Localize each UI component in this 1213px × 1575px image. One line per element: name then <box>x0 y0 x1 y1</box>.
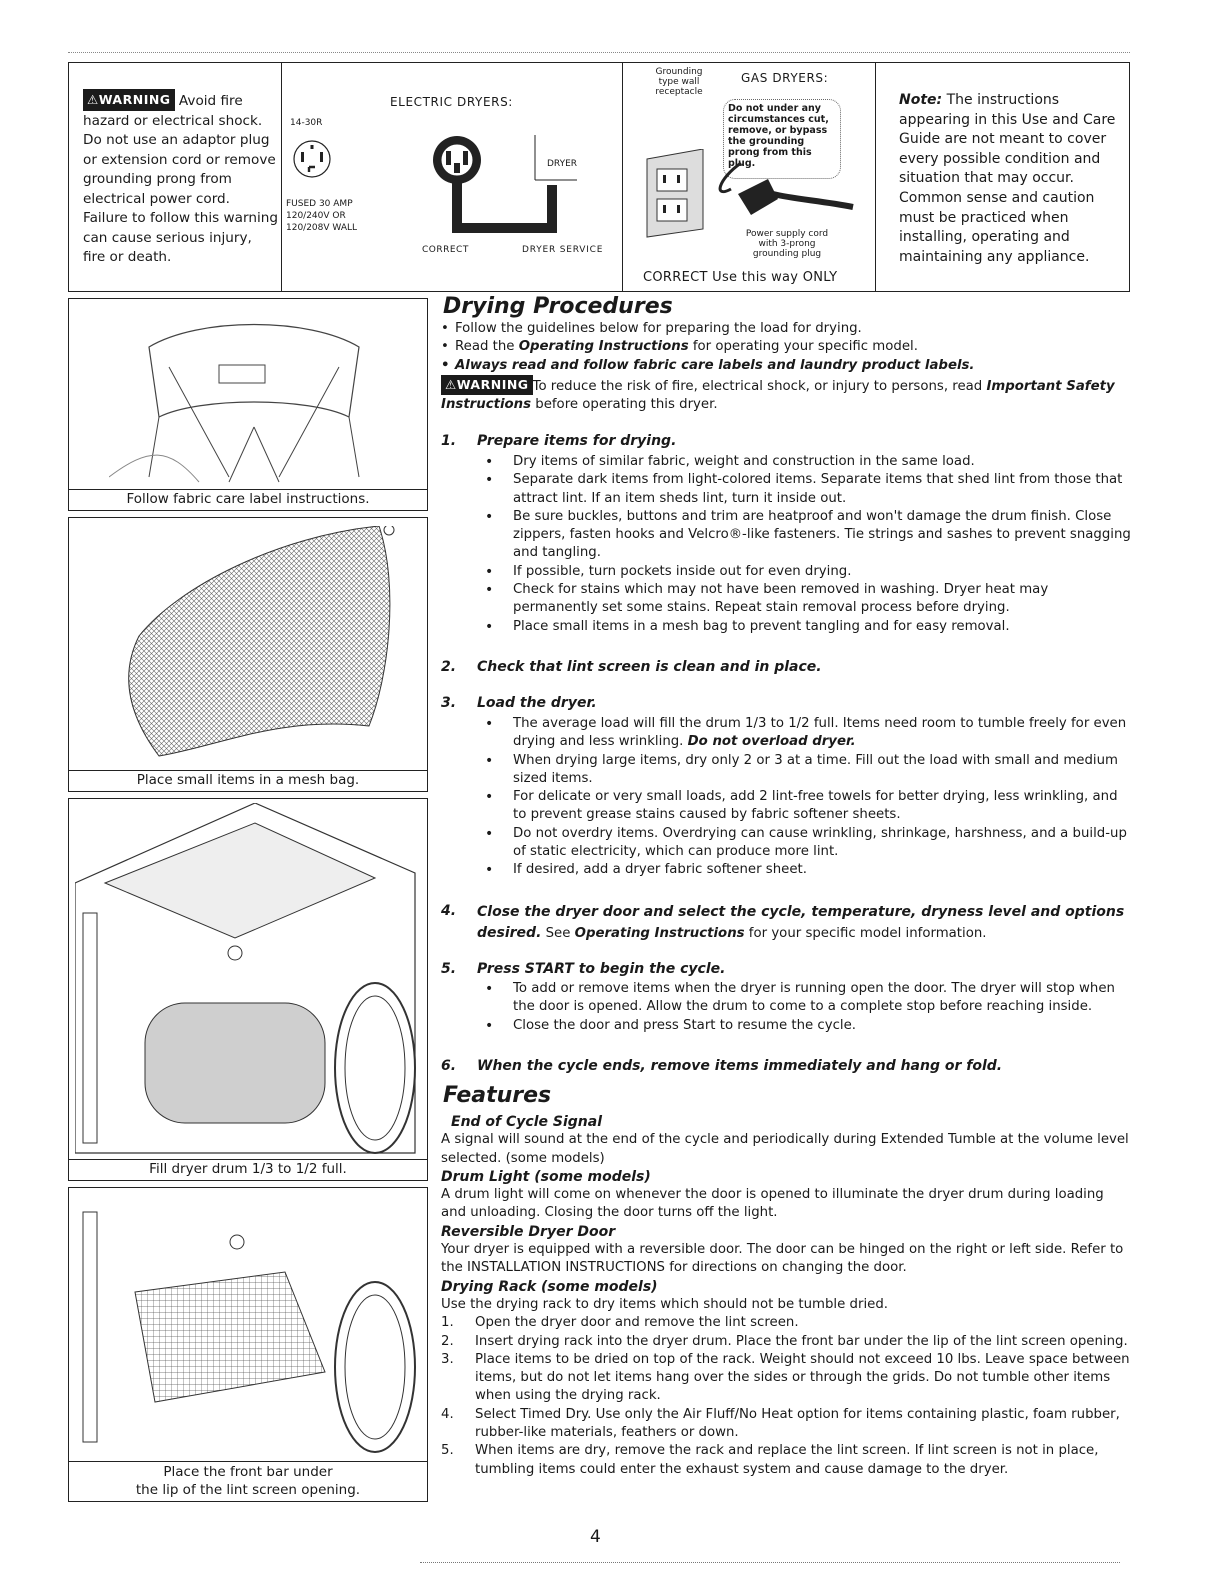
rack-step-3-text: Place items to be dried on top of the rack. Weight should not exceed 10 lbs. Leave space between items, but do not let items hang over the sides or through the grids. Do not tumble other items when using the drying rack. <box>475 1351 1130 1404</box>
step-1-bullet-1: • Dry items of similar fabric, weight and construction in the same load. <box>441 453 1131 471</box>
warning-band <box>68 62 1130 292</box>
gas-title: GAS DRYERS: <box>741 71 829 85</box>
features-body <box>441 1113 1131 1479</box>
rack-step-1-num: 1. <box>441 1315 454 1331</box>
step-3-bullet-1 <box>441 715 1131 752</box>
rack-step-2-text: Insert drying rack into the dryer drum. Place the front bar under the lip of the lint screen opening. <box>475 1333 1128 1349</box>
step-4-see-a: See <box>541 926 575 941</box>
rack-step-1-text: Open the dryer door and remove the lint screen. <box>475 1315 799 1331</box>
step-1-bullet-6: • Place small items in a mesh bag to prevent tangling and for easy removal. <box>441 618 1131 636</box>
page-number: 4 <box>590 1527 601 1547</box>
step-2-title: Check that lint screen is clean and in place. <box>477 659 822 675</box>
voltage-label-2: 120/208V WALL <box>286 223 357 233</box>
step-3-bullet-1b: Do not overload dryer. <box>687 734 856 750</box>
drying-rack-illustration <box>75 1192 425 1454</box>
step-1-bullet-4: • If possible, turn pockets inside out for even drying. <box>441 563 1131 581</box>
warning-text: Avoid fire hazard or electrical shock. Do not use an adaptor plug or extension cord or remove grounding prong from electrical power cord. Failure to follow this warning can cause serious injury, fire or death. <box>83 93 278 265</box>
gas-callout-text: Do not under any circumstances cut, remove, or bypass the grounding prong from this plug. <box>728 103 829 169</box>
drying-intro: • Follow the guidelines below for preparing the load for drying. • Read the Operating Instructions for operating your specific model. • Always read and follow fabric care labels and laundry product labels. ⚠WARNING To reduce the risk of fire, electrical shock, or injury to persons, read Important Safety Instructions before operating this dryer. <box>441 321 1115 413</box>
intro-line-3: Always read and follow fabric care labels and laundry product labels. <box>455 357 975 373</box>
drying-warning-c: before operating this dryer. <box>531 397 718 413</box>
step-4-text <box>477 902 1127 944</box>
fuse-label: FUSED 30 AMP <box>286 199 353 209</box>
drying-rack-text: Use the drying rack to dry items which should not be tumble dried. <box>441 1296 888 1312</box>
eoc-title: End of Cycle Signal <box>451 1114 602 1130</box>
panel-care-label <box>68 298 428 511</box>
step-6-title: When the cycle ends, remove items immediately and hang or fold. <box>477 1058 1003 1074</box>
dryer-open-illustration <box>75 803 425 1158</box>
bottom-rule <box>420 1562 1120 1563</box>
step-3-bullets <box>441 715 1131 880</box>
step-3-bullet-1a: The average load will fill the drum 1/3 to 1/2 full. Items need room to tumble freely for even drying and less wrinkling. <box>513 716 1127 750</box>
intro-line-2b: Operating Instructions <box>518 339 689 355</box>
mesh-bag-illustration <box>99 526 409 766</box>
rack-step-2-num: 2. <box>441 1333 454 1349</box>
dryer-label: DRYER <box>547 159 578 169</box>
rack-step-1 <box>441 1314 1131 1332</box>
step-1-number: 1. <box>441 433 457 449</box>
gas-dryers-cell <box>623 63 875 291</box>
rack-step-5 <box>441 1442 1131 1479</box>
intro-line-2a: Read the <box>455 339 519 355</box>
step-3-title: Load the dryer. <box>477 695 597 711</box>
drying-warning-badge: ⚠WARNING <box>441 375 533 395</box>
gas-correct-label: CORRECT Use this way ONLY <box>643 270 838 285</box>
step-1-bullet-3: • Be sure buckles, buttons and trim are heatproof and won't damage the drum finish. Close zippers, fasten hooks and Velcro®-like fasteners. Tie strings and sashes to prevent snagging and tangling. <box>441 508 1131 563</box>
top-rule <box>68 52 1130 53</box>
power-supply-label: Power supply cord with 3-prong grounding plug <box>745 229 829 259</box>
step-1-bullet-5: • Check for stains which may not have been removed in washing. Dryer heat may permanently set some stains. Repeat stain removal process before drying. <box>441 581 1131 618</box>
step-4-see-b: Operating Instructions <box>574 926 745 941</box>
step-1-bullet-2: • Separate dark items from light-colored items. Separate items that shed lint from those that attract lint. If an item sheds lint, turn it inside out. <box>441 471 1131 508</box>
shirt-collar-illustration <box>109 307 399 487</box>
panel-mesh-caption: Place small items in a mesh bag. <box>69 770 427 791</box>
grounding-label: Grounding type wall receptacle <box>655 67 703 97</box>
gas-plug-icon <box>643 149 863 239</box>
panel-rack-caption-line2: the lip of the lint screen opening. <box>135 1482 361 1498</box>
panel-rack-caption-line1: Place the front bar under <box>163 1464 333 1480</box>
features-title: Features <box>443 1083 552 1108</box>
step-4-see-c: for your specific model information. <box>744 926 987 941</box>
outlet-label: 14-30R <box>290 118 323 128</box>
rack-step-4-text: Select Timed Dry. Use only the Air Fluff/No Heat option for items containing plastic, foam rubber, rubber-like materials, feathers or down. <box>475 1406 1120 1441</box>
electric-dryers-cell <box>282 63 622 291</box>
rack-step-2 <box>441 1333 1131 1351</box>
outlet-icon <box>292 139 332 189</box>
drum-light-title: Drum Light (some models) <box>441 1168 651 1185</box>
step-5-bullet-1: • To add or remove items when the dryer is running open the door. The dryer will stop when the door is opened. Allow the drum to come to a complete stop before reaching inside. <box>441 980 1131 1017</box>
panel-rack-caption <box>69 1461 427 1501</box>
step-5-bullets <box>441 980 1131 1035</box>
panel-rack <box>68 1187 428 1502</box>
step-3-number: 3. <box>441 695 457 711</box>
voltage-label-1: 120/240V OR <box>286 211 346 221</box>
panel-fill-caption: Fill dryer drum 1/3 to 1/2 full. <box>69 1159 427 1180</box>
step-6-number: 6. <box>441 1058 457 1074</box>
drying-warning-a: To reduce the risk of fire, electrical shock, or injury to persons, read <box>532 378 987 394</box>
drying-rack-title: Drying Rack (some models) <box>441 1278 658 1295</box>
eoc-text: A signal will sound at the end of the cycle and periodically during Extended Tumble at the volume level selected. (some models) <box>441 1132 1129 1166</box>
electric-plug-icon <box>422 135 582 245</box>
note-cell <box>899 91 1125 267</box>
drying-procedures-title: Drying Procedures <box>443 294 673 319</box>
rack-step-4-num: 4. <box>441 1406 454 1422</box>
step-1-bullets <box>441 453 1131 636</box>
note-text: The instructions appearing in this Use and Care Guide are not meant to cover every possible condition and situation that may occur. Common sense and caution must be practiced when installing, operating and maintaining any appliance. <box>899 92 1116 265</box>
warning-cell <box>83 89 278 268</box>
step-3-bullet-5: • If desired, add a dryer fabric softener sheet. <box>441 861 1131 879</box>
rack-step-4 <box>441 1406 1131 1443</box>
step-5-title: Press START to begin the cycle. <box>477 961 726 977</box>
panel-care-caption: Follow fabric care label instructions. <box>69 489 427 510</box>
reversible-door-title: Reversible Dryer Door <box>441 1223 616 1240</box>
rack-step-3 <box>441 1351 1131 1406</box>
drum-light-text: A drum light will come on whenever the door is opened to illuminate the dryer drum during loading and unloading. Closing the door turns off the light. <box>441 1187 1104 1221</box>
rack-step-5-num: 5. <box>441 1443 454 1459</box>
reversible-door-text: Your dryer is equipped with a reversible door. The door can be hinged on the right or left side. Refer to the INSTALLATION INSTRUCTIONS for directions on changing the door. <box>441 1242 1124 1276</box>
step-5-bullet-2: • Close the door and press Start to resume the cycle. <box>441 1017 1131 1035</box>
dryer-service-label: DRYER SERVICE <box>522 245 604 255</box>
rack-step-3-num: 3. <box>441 1351 454 1367</box>
rack-step-5-text: When items are dry, remove the rack and replace the lint screen. If lint screen is not in place, tumbling items could enter the exhaust system and cause damage to the dryer. <box>475 1443 1099 1477</box>
intro-line-2c: for operating your specific model. <box>688 339 918 355</box>
step-5-number: 5. <box>441 961 457 977</box>
drying-warning-b: Important Safety Instructions <box>441 378 1115 413</box>
intro-line-1: Follow the guidelines below for preparing the load for drying. <box>455 321 862 336</box>
warning-badge: ⚠WARNING <box>83 89 175 111</box>
step-2-number: 2. <box>441 659 457 675</box>
electric-title: ELECTRIC DRYERS: <box>390 95 513 109</box>
step-3-bullet-2: • When drying large items, dry only 2 or 3 at a time. Fill out the load with small and medium sized items. <box>441 752 1131 789</box>
panel-mesh-bag <box>68 517 428 792</box>
step-3-bullet-4: • Do not overdry items. Overdrying can cause wrinkling, shrinkage, harshness, and a build-up of static electricity, which can produce more lint. <box>441 825 1131 862</box>
note-label: Note: <box>899 92 943 108</box>
step-1-title: Prepare items for drying. <box>477 433 677 449</box>
step-4-title: Close the dryer door and select the cycle, temperature, dryness level and options desired. <box>477 904 1125 941</box>
step-3-bullet-3: • For delicate or very small loads, add 2 lint-free towels for better drying, less wrinkling, and to prevent grease stains caused by fabric softener sheets. <box>441 788 1131 825</box>
correct-label: CORRECT <box>422 245 469 255</box>
panel-fill-drum <box>68 798 428 1181</box>
step-4-number: 4. <box>441 903 457 919</box>
